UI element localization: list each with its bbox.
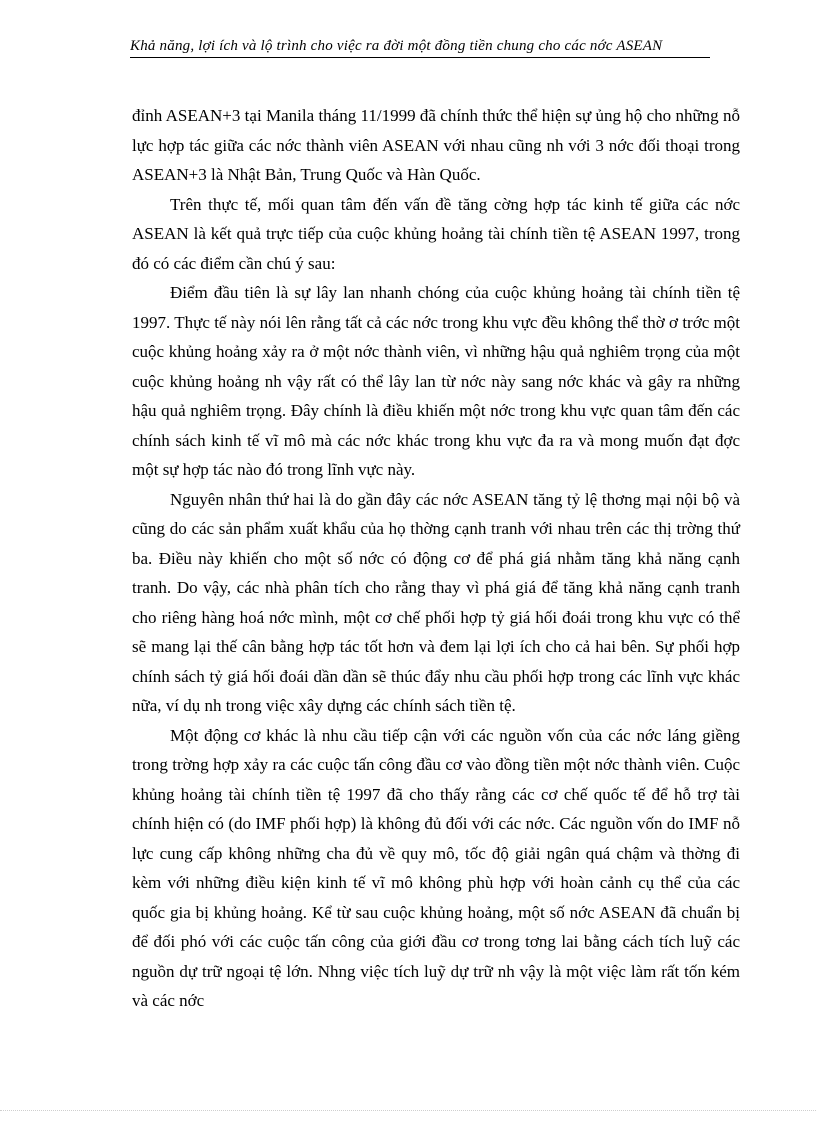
paragraph-5: Một động cơ khác là nhu cầu tiếp cận với các nguồn vốn của các nớc láng giềng trong trờng hợp xảy ra các cuộc tấn công đầu cơ vào đồng tiền một nớc thành viên. Cuộc khủng hoảng tài chính tiền tệ 1997 đã cho thấy rằng các cơ chế quốc tế để hỗ trợ tài chính hiện có (do IMF phối hợp) là không đủ đối với các nớc. Các nguồn vốn do IMF nỗ lực cung cấp không những cha đủ về quy mô, tốc độ giải ngân quá chậm và thờng đi kèm với những điều kiện kinh tế vĩ mô không phù hợp với hoàn cảnh cụ thể của các quốc gia bị khủng hoảng. Kể từ sau cuộc khủng hoảng, một số nớc ASEAN đã chuẩn bị để đối phó với các cuộc tấn công của giới đầu cơ trong tơng lai bằng cách tích luỹ các nguồn dự trữ ngoại tệ lớn. Nhng việc tích luỹ dự trữ nh vậy là một việc làm rất tốn kém và các nớc	[132, 725, 740, 1010]
header-rule	[130, 57, 710, 58]
page-bottom-border	[0, 1110, 816, 1111]
paragraph-4: Nguyên nhân thứ hai là do gần đây các nớc ASEAN tăng tỷ lệ thơng mại nội bộ và cũng do các sản phẩm xuất khẩu của họ thờng cạnh tranh với nhau trên các thị trờng thứ ba. Điều này khiến cho một số nớc có động cơ để phá giá nhằm tăng khả năng cạnh tranh. Do vậy, các nhà phân tích cho rằng thay vì phá giá để tăng khả năng cạnh tranh cho riêng hàng hoá nớc mình, một cơ chế phối hợp tỷ giá hối đoái trong khu vực có thể sẽ mang lại thế cân bằng hợp tác tốt hơn và đem lại lợi ích cho cả hai bên. Sự phối hợp chính sách tỷ giá hối đoái dần dần sẽ thúc đẩy nhu cầu phối hợp trong các lĩnh vực khác nữa, ví dụ nh trong việc xây dựng các chính sách tiền tệ.	[132, 489, 740, 715]
paragraph-2: Trên thực tế, mối quan tâm đến vấn đề tăng cờng hợp tác kinh tế giữa các nớc ASEAN là kết quả trực tiếp của cuộc khủng hoảng tài chính tiền tệ ASEAN 1997, trong đó có các điểm cần chú ý sau:	[132, 194, 740, 273]
paragraph-1: đỉnh ASEAN+3 tại Manila tháng 11/1999 đã chính thức thể hiện sự ủng hộ cho những nỗ lực hợp tác giữa các nớc thành viên ASEAN với nhau cũng nh với 3 nớc đối thoại trong ASEAN+3 là Nhật Bản, Trung Quốc và Hàn Quốc.	[132, 106, 740, 184]
paragraph-3: Điểm đầu tiên là sự lây lan nhanh chóng của cuộc khủng hoảng tài chính tiền tệ 1997. Thực tế này nói lên rằng tất cả các nớc trong khu vực đều không thể thờ ơ trớc một cuộc khủng hoảng xảy ra ở một nớc thành viên, vì những hậu quả nghiêm trọng của một cuộc khủng hoảng nh vậy rất có thể lây lan từ nớc này sang nớc khác và gây ra những hậu quả nghiêm trọng. Đây chính là điều khiến một nớc trong khu vực quan tâm đến các chính sách kinh tế vĩ mô mà các nớc khác trong khu vực đa ra và mong muốn đạt đợc một sự hợp tác nào đó trong lĩnh vực này.	[132, 283, 740, 479]
running-header: Khả năng, lợi ích và lộ trình cho việc ra đời một đồng tiền chung cho các nớc ASEAN	[130, 38, 663, 54]
body-text	[132, 101, 740, 1016]
